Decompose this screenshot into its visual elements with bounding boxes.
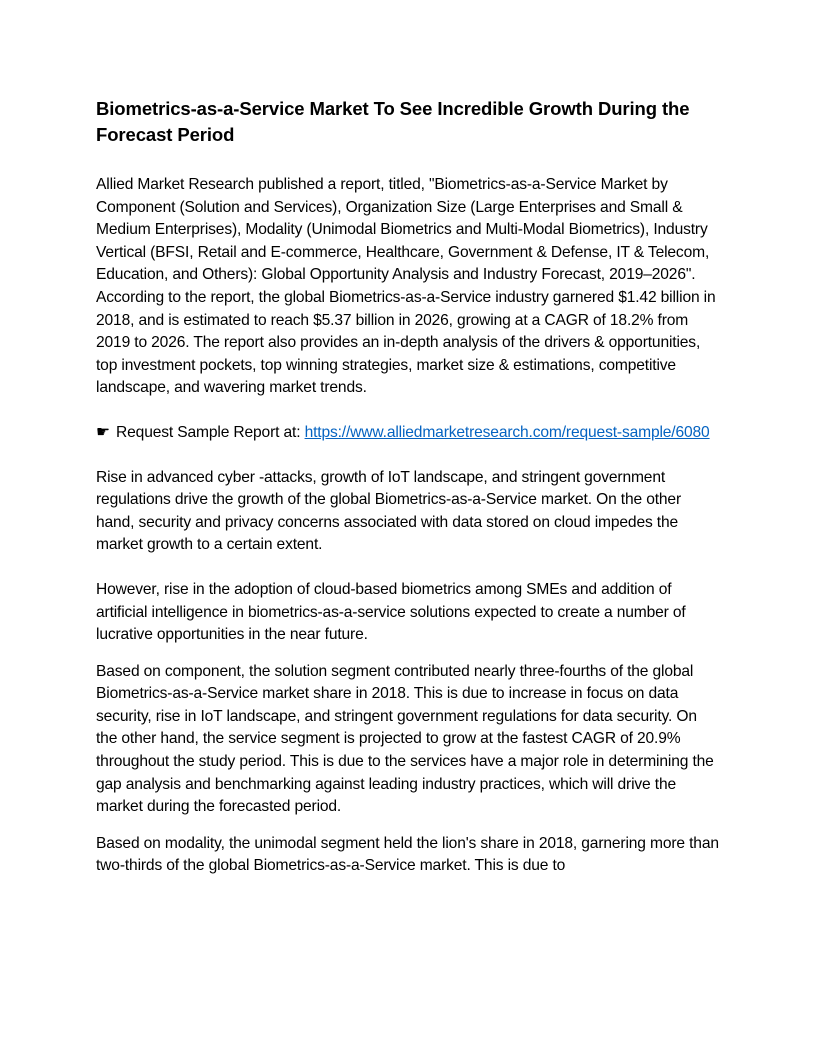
request-sample-label: Request Sample Report at: xyxy=(116,423,301,441)
document-page xyxy=(96,96,722,895)
component-paragraph: Based on component, the solution segment contributed nearly three-fourths of the global Biometrics-as-a-Service market share in 2018. This is due to increase in focus on data security, rise in IoT landscape, and stringent government regulations for data security. On the other hand, the service segment is projected to grow at the fastest CAGR of 20.9% throughout the study period. This is due to the services have a major role in determining the gap analysis and benchmarking against leading industry practices, which will drive the market during the forecasted period. xyxy=(96,662,714,816)
request-sample-link[interactable]: https://www.alliedmarketresearch.com/request-sample/6080 xyxy=(304,423,710,441)
drivers-paragraph: Rise in advanced cyber -attacks, growth of IoT landscape, and stringent government regulations drive the growth of the global Biometrics-as-a-Service market. On the other hand, security and privacy concerns associated with data stored on cloud impedes the market growth to a certain extent. xyxy=(96,468,681,554)
document-title: Biometrics-as-a-Service Market To See Incredible Growth During the Forecast Period xyxy=(96,98,690,145)
intro-paragraph: Allied Market Research published a report, titled, "Biometrics-as-a-Service Market by Component (Solution and Services), Organization Size (Large Enterprises and Small & Medium Enterprises), Modality (Unimodal Biometrics and Multi-Modal Biometrics), Industry Vertical (BFSI, Retail and E-commerce, Healthcare, Government & Defense, IT & Telecom, Education, and Others): Global Opportunity Analysis and Industry Forecast, 2019–2026". According to the report, the global Biometrics-as-a-Service industry garnered $1.42 billion in 2018, and is estimated to reach $5.37 billion in 2026, growing at a CAGR of 18.2% from 2019 to 2026. The report also provides an in-depth analysis of the drivers & opportunities, top investment pockets, top winning strategies, market size & estimations, competitive landscape, and wavering market trends. xyxy=(96,176,716,397)
opportunities-paragraph: However, rise in the adoption of cloud-based biometrics among SMEs and addition of artificial intelligence in biometrics-as-a-service solutions expected to create a number of lucrative opportunities in the near future. xyxy=(96,580,686,644)
pointing-hand-icon: ☛ xyxy=(96,423,110,441)
request-sample-line xyxy=(96,422,722,445)
modality-paragraph: Based on modality, the unimodal segment held the lion's share in 2018, garnering more than two-thirds of the global Biometrics-as-a-Service market. This is due to xyxy=(96,834,719,875)
